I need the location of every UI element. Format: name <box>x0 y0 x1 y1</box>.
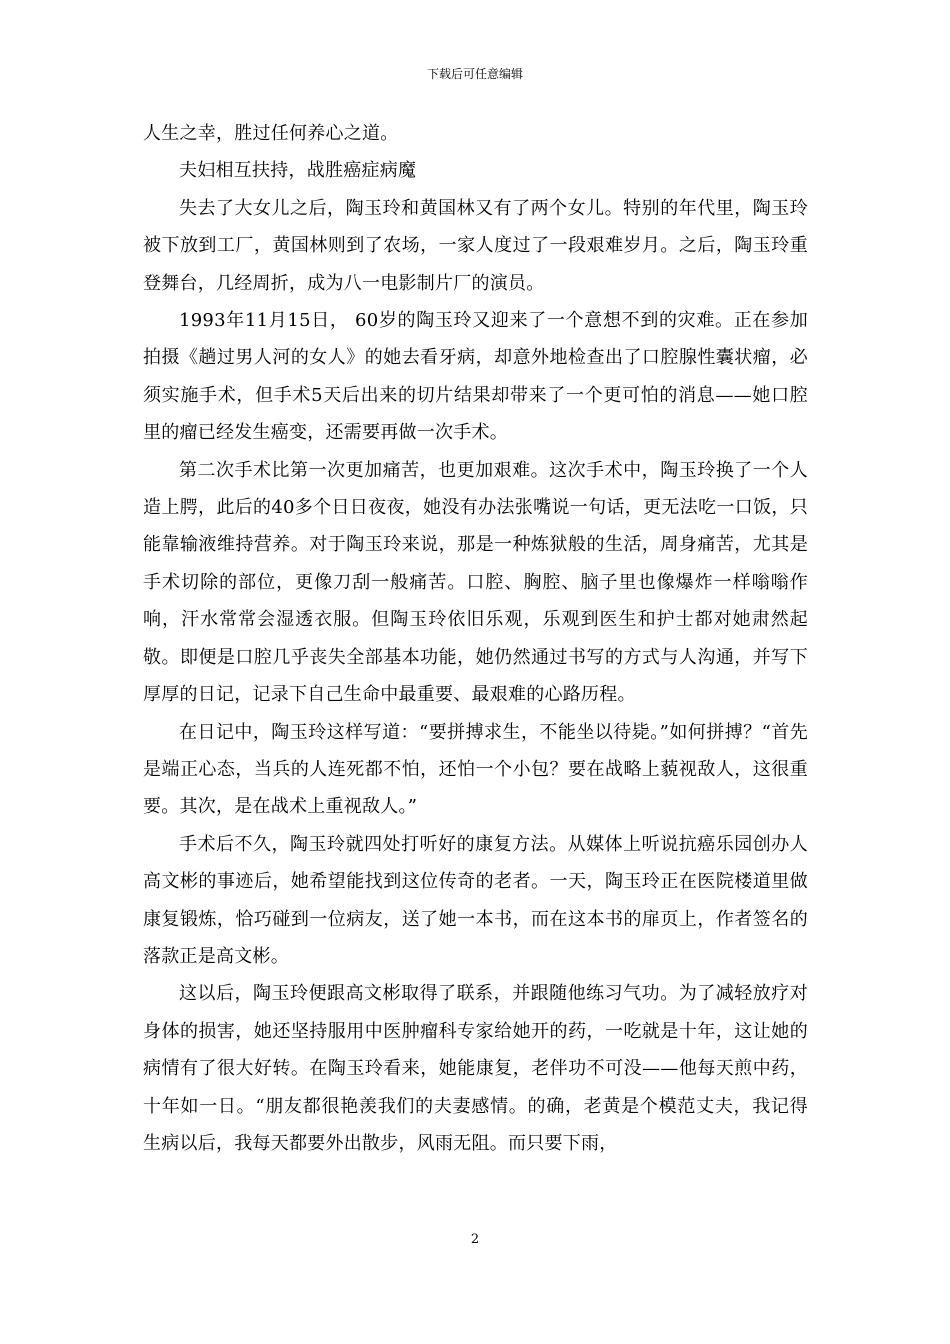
paragraph-5: 在日记中，陶玉玲这样写道：“要拼搏求生，不能坐以待毙。”如何拼搏？“首先是端正心态，当兵的人连死都不怕，还怕一个小包？要在战略上藐视敌人，这很重要。其次，是在战术上重视敌人。” <box>143 721 808 818</box>
page-number: 2 <box>470 1232 480 1247</box>
paragraph-2: 失去了大女儿之后，陶玉玲和黄国林又有了两个女儿。特别的年代里，陶玉玲被下放到工厂，黄国林则到了农场，一家人度过了一段艰难岁月。之后，陶玉玲重登舞台，几经周折，成为八一电影制片厂的演员。 <box>143 197 808 294</box>
paragraph-7: 这以后，陶玉玲便跟高文彬取得了联系，并跟随他练习气功。为了减轻放疗对身体的损害，她还坚持服用中医肿瘤科专家给她开的药，一吃就是十年，这让她的病情有了很大好转。在陶玉玲看来，她能康复，老伴功不可没——他每天煎中药，十年如一日。“朋友都很艳羡我们的夫妻感情。的确，老黄是个模范丈夫，我记得生病以后，我每天都要外出散步，风雨无阻。而只要下雨， <box>143 983 808 1154</box>
section-heading: 夫妇相互扶持，战胜癌症病魔 <box>179 160 417 182</box>
paragraph-6: 手术后不久，陶玉玲就四处打听好的康复方法。从媒体上听说抗癌乐园创办人高文彬的事迹后，她希望能找到这位传奇的老者。一天，陶玉玲正在医院楼道里做康复锻炼，恰巧碰到一位病友，送了她一本书，而在这本书的扉页上，作者签名的落款正是高文彬。 <box>143 833 808 967</box>
paragraph-3: 1993年11月15日， 60岁的陶玉玲又迎来了一个意想不到的灾难。正在参加拍摄《趟过男人河的女人》的她去看牙病，却意外地检查出了口腔腺性囊状瘤，必须实施手术，但手术5天后出来的切片结果却带来了一个更可怕的消息——她口腔里的瘤已经发生癌变，还需要再做一次手术。 <box>143 310 808 444</box>
paragraph-4: 第二次手术比第一次更加痛苦，也更加艰难。这次手术中，陶玉玲换了一个人造上腭，此后的40多个日日夜夜，她没有办法张嘴说一句话，更无法吃一口饭，只能靠输液维持营养。对于陶玉玲来说，那是一种炼狱般的生活，周身痛苦，尤其是手术切除的部位，更像刀刮一般痛苦。口腔、胸腔、脑子里也像爆炸一样嗡嗡作响，汗水常常会湿透衣服。但陶玉玲依旧乐观，乐观到医生和护士都对她肃然起敬。即便是口腔几乎丧失全部基本功能，她仍然通过书写的方式与人沟通，并写下厚厚的日记，记录下自己生命中最重要、最艰难的心路历程。 <box>143 459 808 706</box>
paragraph-1: 人生之幸，胜过任何养心之道。 <box>143 123 399 144</box>
document-body <box>143 115 808 1162</box>
page-header: 下载后可任意编辑 <box>426 67 523 81</box>
